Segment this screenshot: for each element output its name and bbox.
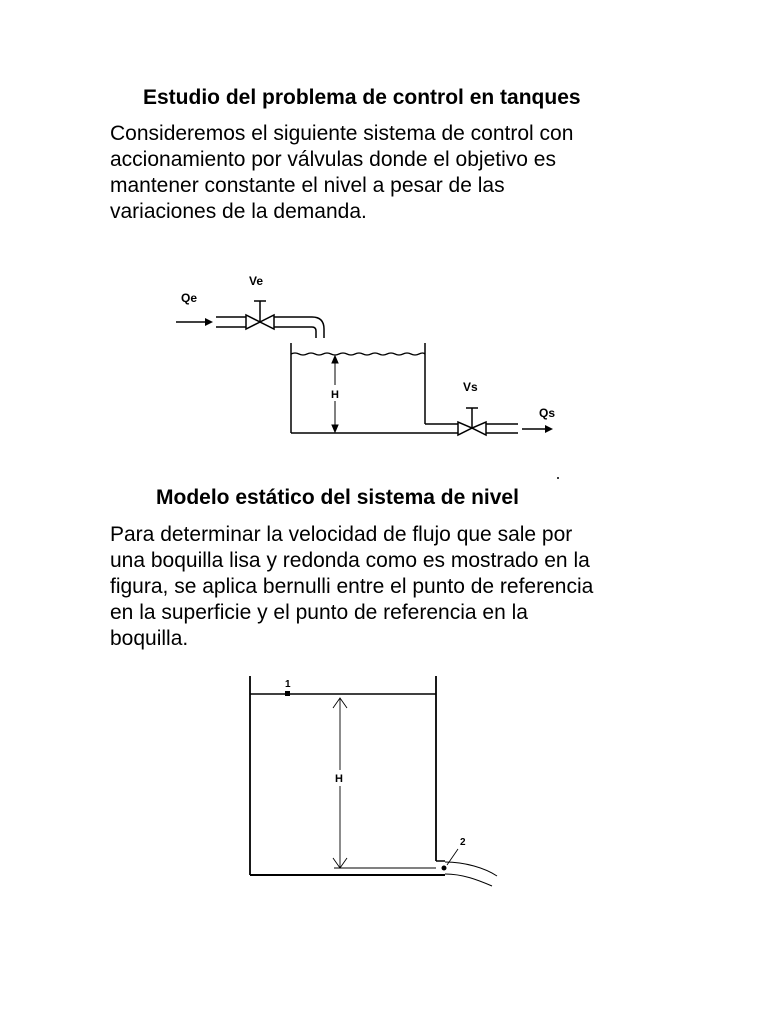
surface-point-label: 1 <box>285 679 291 690</box>
paragraph-line: boquilla. <box>110 627 189 650</box>
nozzle-point-marker <box>442 866 447 871</box>
nozzle-point-label: 2 <box>460 837 466 848</box>
inflow-label: Qe <box>181 291 198 305</box>
nozzle-jet <box>445 862 497 886</box>
paragraph-line: Consideremos el siguiente sistema de control con <box>110 122 574 145</box>
surface-point-marker <box>285 691 290 696</box>
paragraph-line: mantener constante el nivel a pesar de las <box>110 174 505 197</box>
height-dimension-arrow <box>333 698 436 868</box>
level-label: H <box>331 389 339 401</box>
section-heading-static-model: Modelo estático del sistema de nivel <box>156 486 519 509</box>
inlet-valve-label: Ve <box>249 274 264 288</box>
paragraph-line: figura, se aplica bernulli entre el punto de referencia <box>110 575 594 598</box>
outlet-valve-label: Vs <box>463 380 478 394</box>
paragraph-line: Para determinar la velocidad de flujo que sale por <box>110 523 573 546</box>
paragraph-line: accionamiento por válvulas donde el objetivo es <box>110 148 556 171</box>
paragraph-line: en la superficie y el punto de referencia en la <box>110 601 528 624</box>
height-label: H <box>335 773 343 785</box>
outflow-label: Qs <box>539 406 556 420</box>
paragraph-line: una boquilla lisa y redonda como es mostrado en la <box>110 549 590 572</box>
paragraph-line: variaciones de la demanda. <box>110 200 367 223</box>
section-heading-control-tanks: Estudio del problema de control en tanques <box>143 86 581 109</box>
